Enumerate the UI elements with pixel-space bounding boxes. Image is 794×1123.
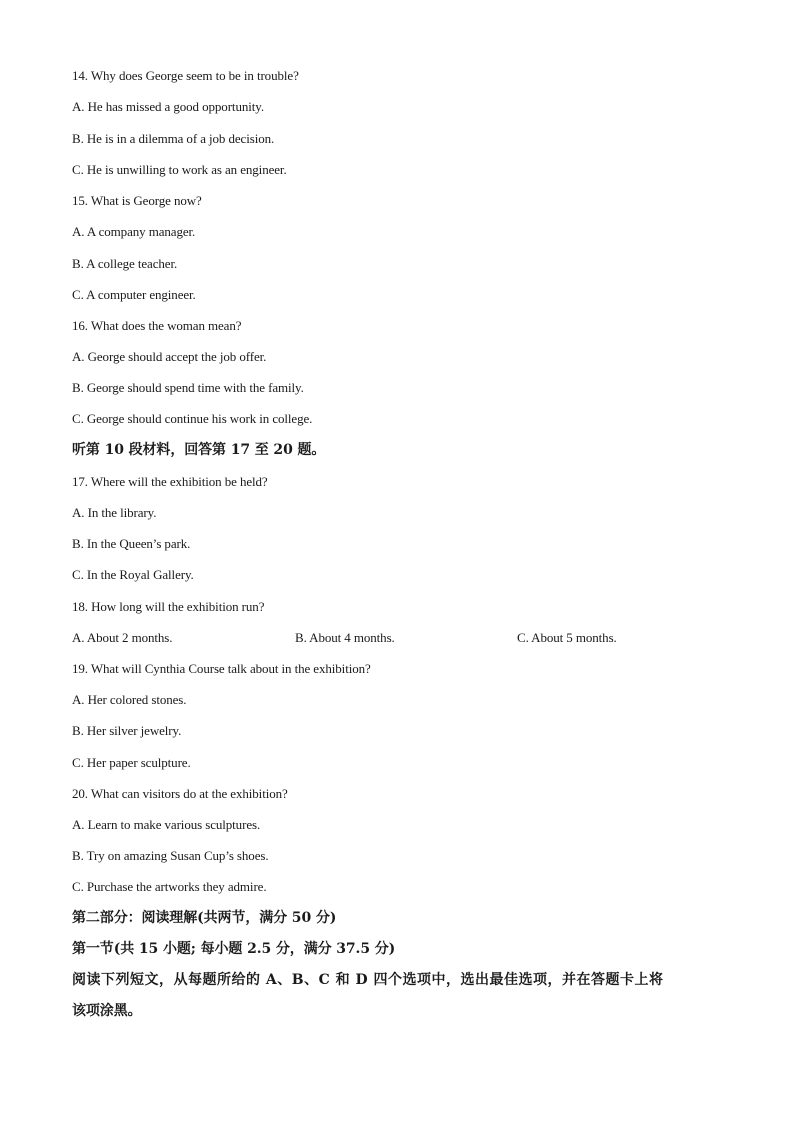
question-15-stem: 15. What is George now? (72, 193, 202, 208)
question-18-option-b: B. About 4 months. (295, 630, 395, 645)
question-19-option-b: B. Her silver jewelry. (72, 723, 182, 738)
question-17-stem: 17. Where will the exhibition be held? (72, 474, 268, 489)
question-17-option-c: C. In the Royal Gallery. (72, 567, 194, 582)
section-10-heading: 听第 10 段材料，回答第 17 至 20 题。 (72, 442, 326, 458)
question-15-option-b: B. A college teacher. (72, 256, 178, 271)
question-18-stem: 18. How long will the exhibition run? (72, 599, 265, 614)
question-16-stem: 16. What does the woman mean? (72, 318, 242, 333)
question-19-option-c: C. Her paper sculpture. (72, 755, 191, 770)
question-14-stem: 14. Why does George seem to be in trouble? (72, 68, 299, 83)
question-15-option-a: A. A company manager. (72, 224, 196, 239)
question-17-option-b: B. In the Queen’s park. (72, 536, 191, 551)
part-2-instruction-line-1: 阅读下列短文，从每题所给的 A、B、C 和 D 四个选项中，选出最佳选项，并在答题卡上将 (72, 972, 664, 988)
question-15-option-c: C. A computer engineer. (72, 287, 196, 302)
question-18-option-c: C. About 5 months. (517, 630, 617, 645)
part-2-section-1-title: 第一节(共 15 小题; 每小题 2.5 分，满分 37.5 分) (72, 941, 396, 957)
question-20-option-c: C. Purchase the artworks they admire. (72, 879, 267, 894)
question-18-option-a: A. About 2 months. (72, 630, 173, 645)
question-20-option-b: B. Try on amazing Susan Cup’s shoes. (72, 848, 269, 863)
question-16-option-a: A. George should accept the job offer. (72, 349, 267, 364)
question-14-option-c: C. He is unwilling to work as an engineer. (72, 162, 287, 177)
part-2-title: 第二部分：阅读理解(共两节，满分 50 分) (72, 910, 337, 926)
question-17-option-a: A. In the library. (72, 505, 157, 520)
question-20-stem: 20. What can visitors do at the exhibition? (72, 786, 288, 801)
part-2-instruction-line-2: 该项涂黑。 (72, 1003, 142, 1019)
question-14-option-b: B. He is in a dilemma of a job decision. (72, 131, 275, 146)
question-14-option-a: A. He has missed a good opportunity. (72, 99, 264, 114)
question-19-option-a: A. Her colored stones. (72, 692, 187, 707)
question-20-option-a: A. Learn to make various sculptures. (72, 817, 261, 832)
question-19-stem: 19. What will Cynthia Course talk about in the exhibition? (72, 661, 371, 676)
question-16-option-c: C. George should continue his work in college. (72, 411, 313, 426)
question-16-option-b: B. George should spend time with the family. (72, 380, 304, 395)
